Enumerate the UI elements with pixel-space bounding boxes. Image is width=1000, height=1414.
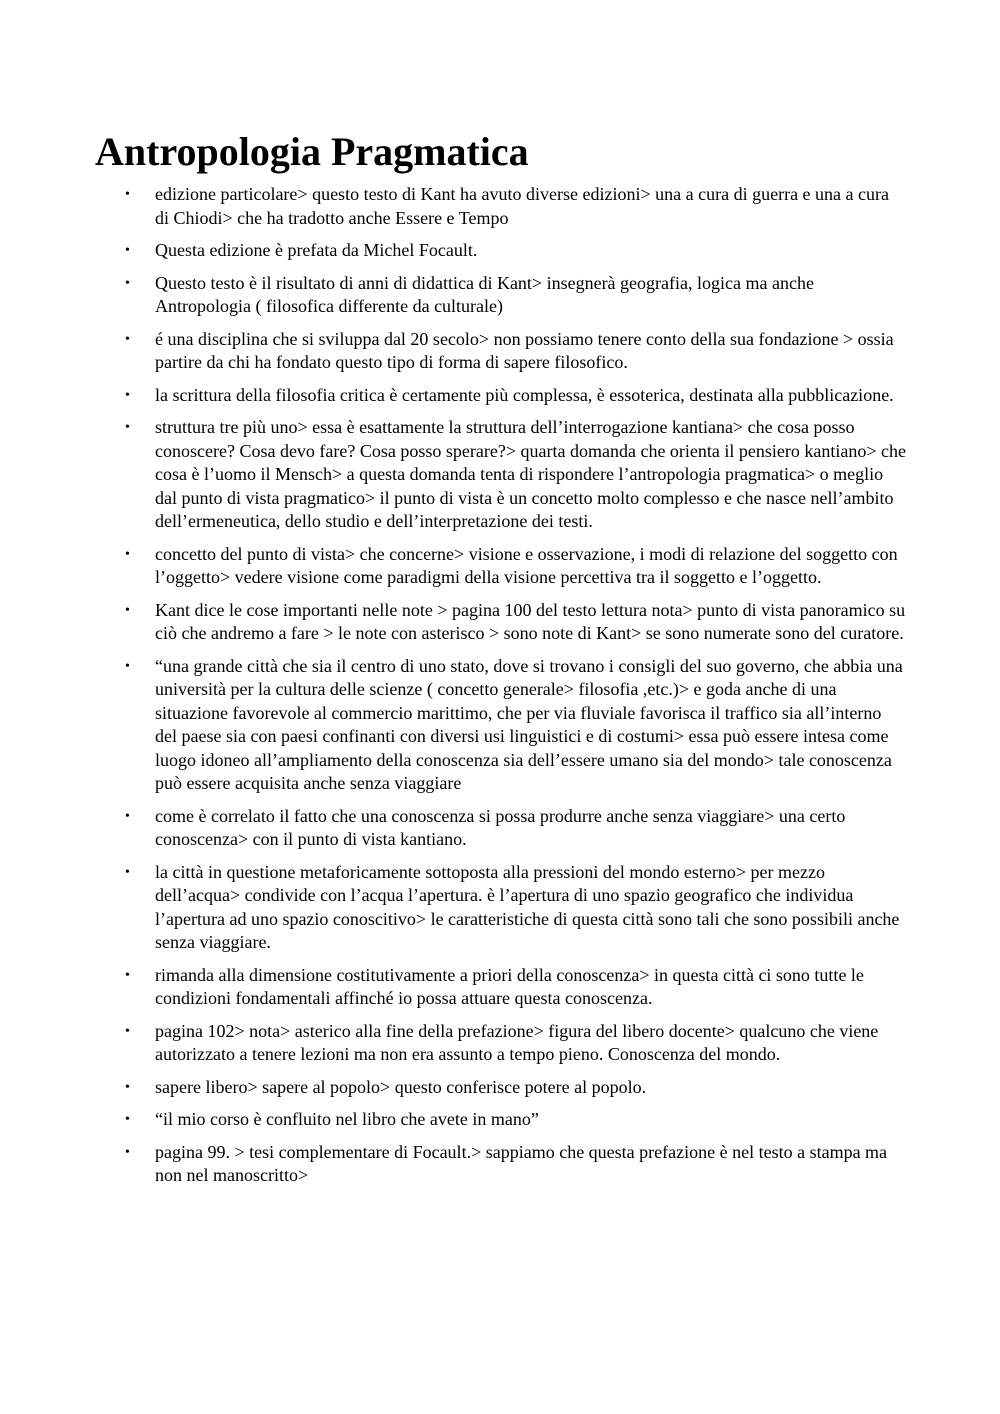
list-item: • pagina 102> nota> asterico alla fine della prefazione> figura del libero docente> qualcuno che viene autorizzato a tenere lezioni ma non era assunto a tempo pieno. Conoscenza del mondo. (155, 1020, 907, 1067)
list-item: • edizione particolare> questo testo di Kant ha avuto diverse edizioni> una a cura di guerra e una a cura di Chiodi> che ha tradotto anche Essere e Tempo (155, 183, 907, 230)
list-item: • Questa edizione è prefata da Michel Focault. (155, 239, 907, 263)
list-item: • sapere libero> sapere al popolo> questo conferisce potere al popolo. (155, 1076, 907, 1100)
list-item: • “una grande città che sia il centro di uno stato, dove si trovano i consigli del suo governo, che abbia una università per la cultura delle scienze ( concetto generale> filosofia ,etc.)> e goda anche di una situazione favorevole al commercio marittimo, che per via fluviale favorisca il traffico sia all’interno del paese sia con paesi confinanti con diversi usi linguistici e di costumi> essa può essere intesa come luogo idoneo all’ampliamento della conoscenza sia dell’essere umano sia del mondo> tale conoscenza può essere acquisita anche senza viaggiare (155, 655, 907, 796)
list-item: • Kant dice le cose importanti nelle note > pagina 100 del testo lettura nota> punto di vista panoramico su ciò che andremo a fare > le note con asterisco > sono note di Kant> se sono numerate sono del curatore. (155, 599, 907, 646)
list-item: • é una disciplina che si sviluppa dal 20 secolo> non possiamo tenere conto della sua fondazione > ossia partire da chi ha fondato questo tipo di forma di sapere filosofico. (155, 328, 907, 375)
list-item: • concetto del punto di vista> che concerne> visione e osservazione, i modi di relazione del soggetto con l’oggetto> vedere visione come paradigmi della visione percettiva tra il soggetto e l’oggetto. (155, 543, 907, 590)
list-item: • Questo testo è il risultato di anni di didattica di Kant> insegnerà geografia, logica ma anche Antropologia ( filosofica differente da culturale) (155, 272, 907, 319)
list-item: • rimanda alla dimensione costitutivamente a priori della conoscenza> in questa città ci sono tutte le condizioni fondamentali affinché io possa attuare questa conoscenza. (155, 964, 907, 1011)
list-item: • la città in questione metaforicamente sottoposta alla pressioni del mondo esterno> per mezzo dell’acqua> condivide con l’acqua l’apertura. è l’apertura di uno spazio geografico che individua l’apertura ad uno spazio conoscitivo> le caratteristiche di questa città sono tali che sono possibili anche senza viaggiare. (155, 861, 907, 955)
list-item: • la scrittura della filosofia critica è certamente più complessa, è essoterica, destinata alla pubblicazione. (155, 384, 907, 408)
list-item: • “il mio corso è confluito nel libro che avete in mano” (155, 1108, 907, 1132)
list-item: • come è correlato il fatto che una conoscenza si possa produrre anche senza viaggiare> una certo conoscenza> con il punto di vista kantiano. (155, 805, 907, 852)
list-item: • pagina 99. > tesi complementare di Focault.> sappiamo che questa prefazione è nel testo a stampa ma non nel manoscritto> (155, 1141, 907, 1188)
bullet-list (155, 183, 907, 1197)
page-title: Antropologia Pragmatica (95, 129, 529, 174)
list-item: • struttura tre più uno> essa è esattamente la struttura dell’interrogazione kantiana> che cosa posso conoscere? Cosa devo fare? Cosa posso sperare?> quarta domanda che orienta il pensiero kantiano> che cosa è l’uomo il Mensch> a questa domanda tenta di rispondere l’antropologia pragmatica> o meglio dal punto di vista pragmatico> il punto di vista è un concetto molto complesso e che nasce nell’ambito dell’ermeneutica, dello studio e dell’interpretazione dei testi. (155, 416, 907, 534)
